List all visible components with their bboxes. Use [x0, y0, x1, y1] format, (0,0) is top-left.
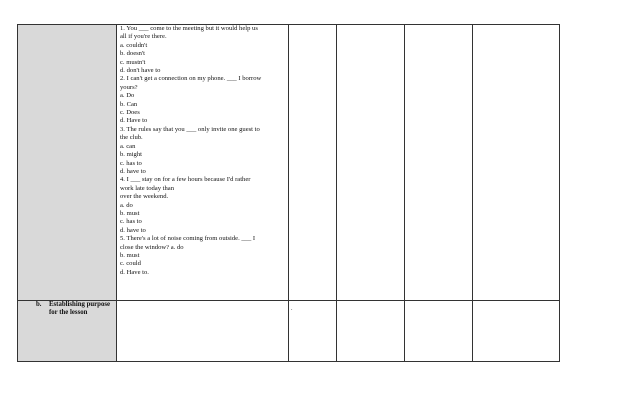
column-divider-4 [404, 24, 405, 362]
quiz-line: b. Can [120, 100, 138, 108]
table-border-left [17, 24, 18, 362]
quiz-line: b. doesn't [120, 50, 145, 58]
quiz-line: d. don't have to [120, 67, 161, 75]
table-border-top [17, 24, 560, 25]
quiz-line: work late today than [120, 184, 175, 192]
quiz-line: d. Have to. [120, 268, 149, 276]
section-b-title: Establishing purpose for the lesson [49, 301, 111, 317]
quiz-questions [120, 25, 288, 277]
section-b-letter: b. [36, 301, 42, 308]
quiz-line: close the window? a. do [120, 243, 184, 251]
quiz-line: c. has to [120, 218, 142, 226]
quiz-line: 1. You ___ come to the meeting but it would help us [120, 25, 258, 32]
quiz-line: the club. [120, 134, 143, 142]
quiz-line: c. Does [120, 109, 140, 117]
quiz-line: a. can [120, 142, 136, 150]
quiz-line: over the weekend. [120, 193, 169, 201]
quiz-line: b. might [120, 151, 142, 159]
quiz-line: 4. I ___ stay on for a few hours because I'd rather [120, 176, 251, 184]
column-divider-2 [288, 24, 289, 362]
quiz-line: 5. There's a lot of noise coming from outside. ___ I [120, 235, 256, 243]
quiz-line: all if you're there. [120, 33, 167, 41]
lesson-plan-table [17, 24, 560, 362]
table-border-right [559, 24, 560, 362]
quiz-line: d. have to [120, 226, 146, 234]
quiz-line: b. must [120, 251, 140, 259]
quiz-line: 2. I can't get a connection on my phone. ___ I borrow [120, 75, 262, 83]
quiz-line: c. mustn't [120, 58, 146, 66]
quiz-line: d. Have to [120, 117, 148, 125]
quiz-line: yours? [120, 83, 138, 91]
column-divider-3 [336, 24, 337, 362]
row2-mark: . [291, 306, 293, 312]
table-border-bottom [17, 361, 560, 362]
quiz-line: c. has to [120, 159, 142, 167]
section-label-cell-shaded [18, 24, 117, 300]
column-divider-5 [472, 24, 473, 362]
quiz-line: a. couldn't [120, 41, 148, 49]
quiz-line: a. Do [120, 92, 135, 100]
quiz-line: d. have to [120, 167, 146, 175]
quiz-line: c. could [120, 260, 141, 268]
quiz-line: 3. The rules say that you ___ only invite one guest to [120, 125, 260, 133]
quiz-line: b. must [120, 209, 140, 217]
quiz-line: a. do [120, 201, 133, 209]
